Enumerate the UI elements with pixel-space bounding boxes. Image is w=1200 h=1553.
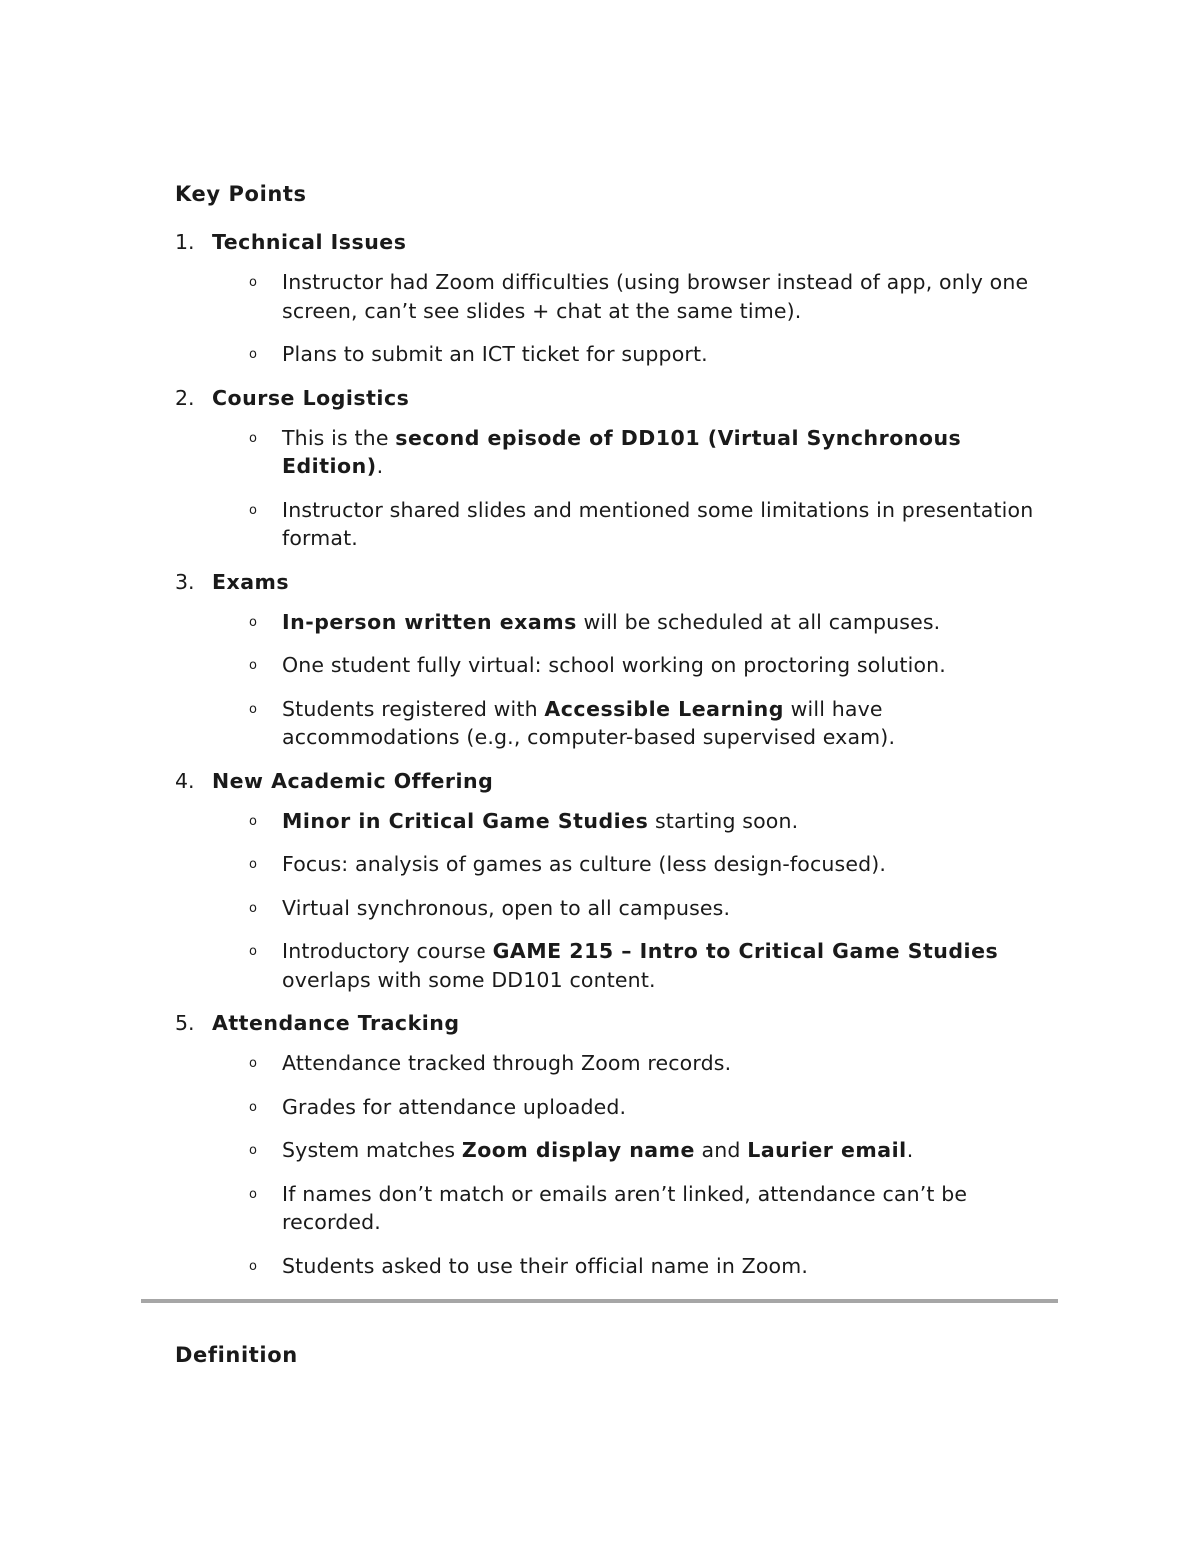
- bullet-circle-icon: o: [249, 347, 257, 362]
- text-run: .: [906, 1138, 914, 1162]
- text-run: Instructor shared slides and mentioned some limitations in presentation format.: [282, 497, 1034, 550]
- text-run: will have accommodations (e.g., computer-based supervised exam).: [282, 696, 896, 749]
- list-item: [175, 424, 1075, 481]
- list-item: [175, 1093, 1075, 1122]
- bullet-list: [175, 1049, 1075, 1280]
- horizontal-divider: [141, 1299, 1058, 1303]
- list-item: [175, 937, 1075, 994]
- bold-text: Zoom display name: [461, 1138, 695, 1162]
- text-run: Students registered with: [282, 696, 545, 721]
- section-title: Exams: [212, 569, 290, 594]
- bullet-circle-icon: o: [249, 857, 257, 872]
- bold-text: GAME 215 – Intro to Critical Game Studies: [492, 939, 999, 963]
- list-item: [175, 268, 1075, 325]
- bullet-list: [175, 424, 1075, 553]
- text-run: Students asked to use their official name in Zoom.: [282, 1253, 808, 1278]
- bullet-circle-icon: o: [249, 944, 257, 959]
- text-run: .: [376, 454, 384, 478]
- bullet-text: [247, 894, 1062, 923]
- definition-heading: Definition: [175, 1343, 298, 1367]
- bullet-circle-icon: o: [249, 1056, 257, 1071]
- bullet-text: [247, 937, 1062, 994]
- text-run: overlaps with some DD101 content.: [282, 967, 656, 992]
- text-run: System matches: [282, 1138, 462, 1162]
- section-number: 2.: [175, 385, 195, 410]
- list-item: [175, 608, 1075, 637]
- text-run: will be scheduled at all campuses.: [576, 609, 941, 634]
- bullet-circle-icon: o: [249, 658, 257, 673]
- text-run: and: [694, 1138, 748, 1162]
- section-number: 1.: [175, 230, 195, 254]
- list-item: [175, 651, 1075, 680]
- text-run: Focus: analysis of games as culture (less design-focused).: [282, 852, 887, 876]
- section-heading: [175, 767, 1075, 795]
- text-run: Attendance tracked through Zoom records.: [282, 1051, 732, 1075]
- text-run: Plans to submit an ICT ticket for support.: [282, 342, 708, 366]
- section-title: Attendance Tracking: [212, 1011, 460, 1035]
- list-item: [175, 1049, 1075, 1078]
- section-item: [175, 384, 1075, 553]
- section-heading: [175, 384, 1075, 412]
- list-item: [175, 894, 1075, 923]
- bullet-text: [247, 1049, 1062, 1078]
- bullet-text: [247, 608, 1062, 637]
- bullet-text: [247, 496, 1062, 553]
- section-number: 4.: [175, 768, 195, 793]
- bullet-text: [247, 1180, 1062, 1237]
- list-item: [175, 340, 1075, 369]
- bullet-text: [247, 340, 1062, 369]
- key-points-list: [175, 228, 1075, 1295]
- section-number: 5.: [175, 1011, 195, 1035]
- section-title: New Academic Offering: [212, 768, 494, 793]
- section-item: [175, 228, 1075, 369]
- section-title: Technical Issues: [212, 230, 407, 254]
- section-heading: [175, 1009, 1075, 1037]
- list-item: [175, 850, 1075, 879]
- bullet-text: [247, 1093, 1062, 1122]
- bullet-list: [175, 807, 1075, 995]
- bullet-circle-icon: o: [249, 1143, 257, 1158]
- bullet-circle-icon: o: [249, 701, 257, 717]
- bullet-circle-icon: o: [249, 502, 257, 518]
- list-item: [175, 1252, 1075, 1281]
- section-item: [175, 767, 1075, 995]
- bullet-circle-icon: o: [249, 900, 257, 916]
- bullet-circle-icon: o: [249, 1099, 257, 1115]
- section-heading: [175, 228, 1075, 256]
- list-item: [175, 1180, 1075, 1237]
- bullet-text: [247, 424, 1062, 481]
- bullet-circle-icon: o: [249, 275, 257, 290]
- bullet-circle-icon: o: [249, 430, 257, 446]
- bullet-circle-icon: o: [249, 1258, 257, 1274]
- text-run: One student fully virtual: school working on proctoring solution.: [282, 653, 946, 677]
- list-item: [175, 695, 1075, 752]
- list-item: [175, 807, 1075, 836]
- bold-text: Minor in Critical Game Studies: [282, 808, 649, 833]
- text-run: Grades for attendance uploaded.: [282, 1094, 627, 1119]
- bullet-text: [247, 1136, 1062, 1165]
- text-run: Introductory course: [282, 939, 493, 963]
- bullet-text: [247, 807, 1062, 836]
- bold-text: Laurier email: [747, 1138, 907, 1162]
- bold-text: In-person written exams: [282, 609, 577, 634]
- bullet-text: [247, 695, 1062, 752]
- section-title: Course Logistics: [212, 385, 410, 410]
- bullet-list: [175, 268, 1075, 369]
- bullet-text: [247, 850, 1062, 879]
- list-item: [175, 1136, 1075, 1165]
- bullet-circle-icon: o: [249, 813, 257, 829]
- section-number: 3.: [175, 569, 195, 594]
- section-heading: [175, 568, 1075, 596]
- list-item: [175, 496, 1075, 553]
- bullet-list: [175, 608, 1075, 752]
- key-points-heading: Key Points: [175, 182, 307, 206]
- bullet-text: [247, 1252, 1062, 1281]
- text-run: starting soon.: [648, 808, 799, 833]
- text-run: If names don’t match or emails aren’t linked, attendance can’t be recorded.: [282, 1181, 968, 1234]
- bullet-text: [247, 651, 1062, 680]
- section-item: [175, 1009, 1075, 1280]
- bold-text: Accessible Learning: [544, 696, 784, 721]
- bold-text: second episode of DD101 (Virtual Synchronous Edition): [282, 425, 962, 478]
- bullet-text: [247, 268, 1062, 325]
- section-item: [175, 568, 1075, 752]
- bullet-circle-icon: o: [249, 1186, 257, 1202]
- text-run: Virtual synchronous, open to all campuses.: [282, 895, 731, 920]
- bullet-circle-icon: o: [249, 614, 257, 630]
- text-run: Instructor had Zoom difficulties (using browser instead of app, only one screen, can’t see slides + chat at the same time).: [282, 270, 1029, 323]
- text-run: This is the: [282, 425, 396, 450]
